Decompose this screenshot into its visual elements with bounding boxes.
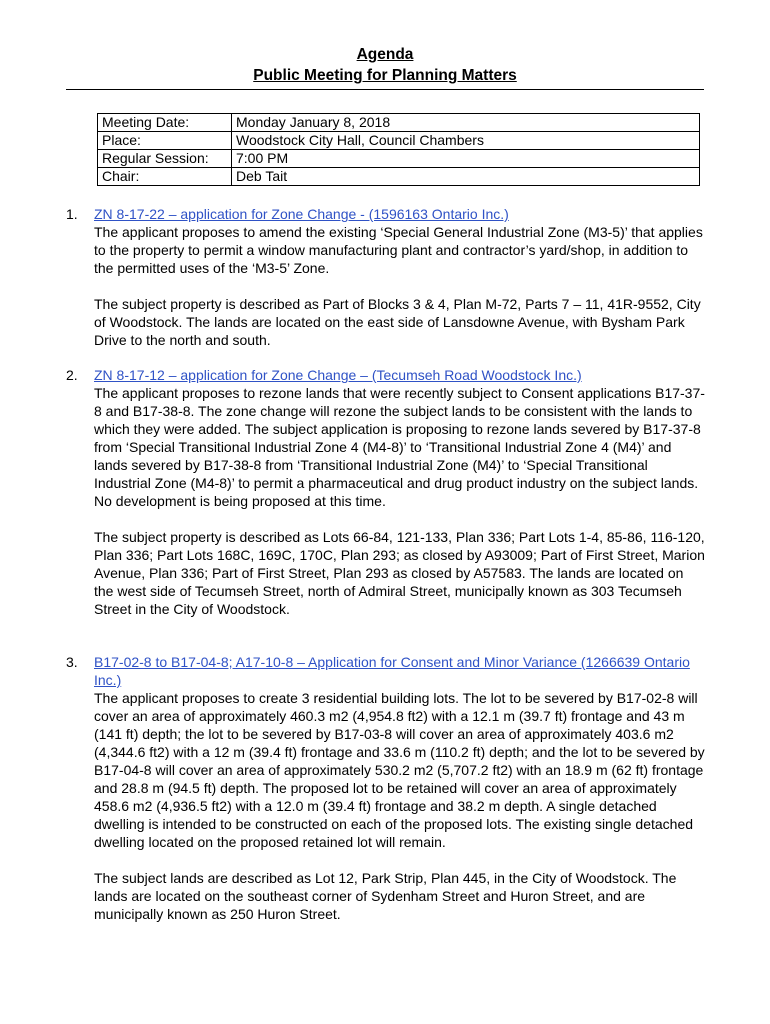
item-1-paragraph-1: The applicant proposes to amend the existing ‘Special General Industrial Zone (M3-5)’ that applies to the property to permit a window manufacturing plant and contractor’s yard/shop, in addition to the permitted uses of the ‘M3-5’ Zone. <box>94 224 703 276</box>
item-body <box>94 205 706 349</box>
item-3-paragraph-1: The applicant proposes to create 3 residential building lots. The lot to be severed by B17-02-8 will cover an area of approximately 460.3 m2 (4,954.8 ft2) with a 12.1 m (39.7 ft) frontage and 43 m (141 ft) depth; the lot to be severed by B17-03-8 will cover an area of approximately 403.6 m2 (4,344.6 ft2) with a 12 m (39.4 ft) frontage and 33.6 m (110.2 ft) depth; and the lot to be severed by B17-04-8 will cover an area of approximately 530.2 m2 (5,707.2 ft2) with an 18.9 m (62 ft) frontage and 28.8 m (94.5 ft) depth. The proposed lot to be retained will cover an area of approximately 458.6 m2 (4,936.5 ft2) with a 12.0 m (39.4 ft) frontage and 38.2 m depth. A single detached dwelling is intended to be constructed on each of the proposed lots. The existing single detached dwelling located on the proposed retained lot will remain. <box>94 690 705 850</box>
item-body <box>94 366 706 618</box>
agenda-item-3 <box>66 653 706 923</box>
item-2-link[interactable]: ZN 8-17-12 – application for Zone Change – (Tecumseh Road Woodstock Inc.) <box>94 367 582 383</box>
session-label: Regular Session: <box>98 150 232 168</box>
item-3-paragraph-2: The subject lands are described as Lot 12, Park Strip, Plan 445, in the City of Woodstock. The lands are located on the southeast corner of Sydenham Street and Huron Street, and are municipally known as 250 Huron Street. <box>94 870 677 922</box>
item-number: 2. <box>66 367 78 383</box>
document-title: Agenda <box>356 46 414 63</box>
item-2-paragraph-1: The applicant proposes to rezone lands that were recently subject to Consent applications B17-37-8 and B17-38-8. The zone change will rezone the subject lands to be consistent with the lands to which they were added. The subject application is proposing to rezone lands severed by B17-37-8 from ‘Special Transitional Industrial Zone 4 (M4-8)’ to ‘Transitional Industrial Zone 4 (M4)’ and lands severed by B17-38-8 from ‘Transitional Industrial Zone (M4)’ to ‘Special Transitional Industrial Zone (M4-8)’ to permit a pharmaceutical and drug product industry on the subject lands. No development is being proposed at this time. <box>94 385 705 509</box>
chair-label: Chair: <box>98 168 232 186</box>
item-1-link[interactable]: ZN 8-17-22 – application for Zone Change - (1596163 Ontario Inc.) <box>94 206 509 222</box>
item-3-link[interactable]: B17-02-8 to B17-04-8; A17-10-8 – Application for Consent and Minor Variance (1266639 Ontario Inc.) <box>94 654 690 688</box>
session-row <box>98 150 700 168</box>
place-row <box>98 132 700 150</box>
meeting-date-value: Monday January 8, 2018 <box>232 114 700 132</box>
document-header <box>0 44 770 86</box>
meeting-date-label: Meeting Date: <box>98 114 232 132</box>
item-number: 1. <box>66 206 78 222</box>
item-2-paragraph-2: The subject property is described as Lots 66-84, 121-133, Plan 336; Part Lots 1-4, 85-86, 116-120, Plan 336; Part Lots 168C, 169C, 170C, Plan 293; as closed by A93009; Part of First Street, Marion Avenue, Plan 336; Part of First Street, Plan 293 as closed by A57583. The lands are located on the west side of Tecumseh Street, north of Admiral Street, municipally known as 303 Tecumseh Street in the City of Woodstock. <box>94 529 705 617</box>
session-value: 7:00 PM <box>232 150 700 168</box>
place-value: Woodstock City Hall, Council Chambers <box>232 132 700 150</box>
agenda-item-2 <box>66 366 706 618</box>
header-divider <box>66 89 704 90</box>
meeting-date-row <box>98 114 700 132</box>
chair-value: Deb Tait <box>232 168 700 186</box>
item-body <box>94 653 706 923</box>
meeting-details-table <box>97 113 700 186</box>
chair-row <box>98 168 700 186</box>
agenda-item-1 <box>66 205 706 349</box>
item-number: 3. <box>66 654 78 670</box>
place-label: Place: <box>98 132 232 150</box>
document-subtitle: Public Meeting for Planning Matters <box>253 67 517 84</box>
item-1-paragraph-2: The subject property is described as Part of Blocks 3 & 4, Plan M-72, Parts 7 – 11, 41R-9552, City of Woodstock. The lands are located on the east side of Lansdowne Avenue, with Bysham Park Drive to the north and south. <box>94 296 701 348</box>
